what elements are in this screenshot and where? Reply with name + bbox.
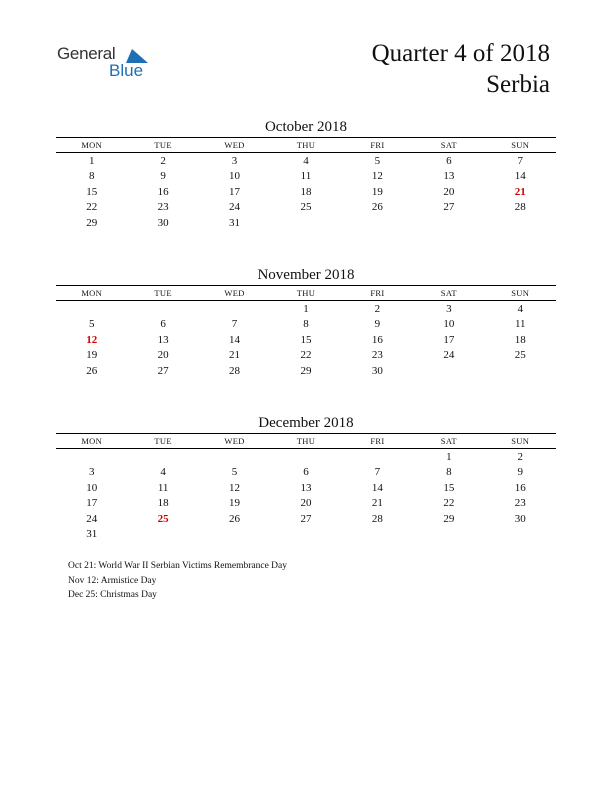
day-cell: 29 [86, 216, 98, 229]
weekday-label: TUE [154, 288, 172, 298]
day-cell: 26 [229, 512, 241, 525]
day-cell: 22 [300, 349, 312, 362]
day-cell: 11 [514, 318, 526, 331]
day-cell: 11 [157, 481, 169, 494]
day-cell: 11 [300, 170, 312, 183]
day-cell: 29 [300, 364, 312, 377]
day-cell: 6 [446, 154, 452, 167]
weekday-label: MON [81, 288, 103, 298]
weekday-label: SUN [511, 140, 530, 150]
day-cell: 20 [300, 497, 312, 510]
day-cell: 15 [443, 481, 455, 494]
day-cell: 3 [231, 154, 238, 167]
day-cell: 2 [374, 302, 381, 315]
day-cell: 25 [514, 349, 526, 362]
holiday-note: Nov 12: Armistice Day [68, 575, 157, 586]
holiday-day-cell: 21 [514, 185, 526, 198]
week-row [56, 511, 556, 527]
day-cell: 31 [86, 528, 98, 541]
day-cell: 30 [157, 216, 169, 229]
week-row [56, 332, 556, 348]
day-cell: 5 [88, 318, 95, 331]
weekday-label: FRI [370, 436, 385, 446]
weekday-header-row [56, 137, 556, 153]
day-cell: 1 [446, 450, 452, 463]
day-cell: 15 [86, 185, 98, 198]
logo-general-text: General [57, 44, 116, 63]
day-cell: 17 [229, 185, 241, 198]
week-row [56, 169, 556, 185]
week-row [56, 200, 556, 216]
day-cell: 5 [231, 466, 238, 479]
weekday-label: TUE [154, 436, 172, 446]
weekday-label: WED [224, 436, 245, 446]
day-cell: 18 [157, 497, 169, 510]
weekday-label: THU [296, 436, 316, 446]
week-row [56, 527, 556, 543]
day-cell: 31 [229, 216, 241, 229]
day-cell: 14 [229, 333, 241, 346]
day-cell: 25 [300, 201, 312, 214]
weekday-header-row [56, 285, 556, 301]
weekday-label: MON [81, 436, 103, 446]
holiday-note: Oct 21: World War II Serbian Victims Remembrance Day [68, 561, 287, 571]
day-cell: 30 [371, 364, 383, 377]
week-row [56, 184, 556, 200]
weekday-label: THU [296, 288, 316, 298]
page-title [372, 38, 550, 100]
week-row [56, 153, 556, 169]
day-cell: 23 [371, 349, 383, 362]
holiday-day-cell: 12 [86, 333, 98, 346]
day-cell: 13 [300, 481, 312, 494]
day-cell: 8 [446, 466, 452, 479]
day-cell: 14 [514, 170, 526, 183]
day-cell: 14 [371, 481, 383, 494]
week-row [56, 449, 556, 465]
day-cell: 26 [371, 201, 383, 214]
day-cell: 23 [514, 497, 526, 510]
weekday-label: SAT [440, 436, 457, 446]
day-cell: 24 [443, 349, 455, 362]
day-cell: 9 [517, 466, 523, 479]
day-cell: 1 [303, 302, 309, 315]
day-cell: 27 [300, 512, 312, 525]
day-cell: 2 [517, 450, 523, 463]
month-november [56, 265, 556, 379]
day-cell: 15 [300, 333, 312, 346]
weekday-label: WED [224, 288, 245, 298]
day-cell: 30 [514, 512, 526, 525]
day-cell: 16 [514, 481, 526, 494]
day-cell: 19 [371, 185, 383, 198]
month-title: December 2018 [258, 415, 354, 431]
weekday-label: FRI [370, 140, 385, 150]
day-cell: 21 [229, 349, 241, 362]
country-title: Serbia [486, 71, 550, 98]
day-cell: 8 [303, 318, 309, 331]
day-cell: 4 [517, 302, 523, 315]
day-cell: 13 [443, 170, 455, 183]
day-cell: 2 [160, 154, 166, 167]
week-row [56, 215, 556, 231]
holiday-day-cell: 25 [157, 512, 169, 525]
weekday-label: SAT [440, 140, 457, 150]
day-cell: 5 [374, 154, 381, 167]
day-cell: 20 [157, 349, 169, 362]
day-cell: 24 [229, 201, 241, 214]
day-cell: 3 [446, 302, 452, 315]
day-cell: 29 [443, 512, 455, 525]
day-cell: 8 [88, 170, 95, 183]
day-cell: 7 [517, 154, 523, 167]
day-cell: 28 [371, 512, 383, 525]
day-cell: 17 [443, 333, 455, 346]
day-cell: 12 [371, 170, 383, 183]
day-cell: 12 [229, 481, 241, 494]
week-row [56, 317, 556, 333]
day-cell: 7 [231, 318, 238, 331]
month-october [56, 117, 556, 231]
day-cell: 10 [229, 170, 241, 183]
day-cell: 28 [514, 201, 526, 214]
week-row [56, 480, 556, 496]
weekday-label: SUN [511, 436, 530, 446]
day-cell: 13 [157, 333, 169, 346]
day-cell: 1 [88, 154, 95, 167]
quarter-title: Quarter 4 of 2018 [371, 40, 550, 67]
day-cell: 19 [86, 349, 98, 362]
day-cell: 6 [160, 318, 166, 331]
holiday-note: Dec 25: Christmas Day [68, 590, 157, 600]
day-cell: 23 [157, 201, 169, 214]
day-cell: 27 [157, 364, 169, 377]
day-cell: 4 [160, 466, 166, 479]
logo-blue-text: Blue [109, 61, 144, 80]
day-cell: 10 [86, 481, 98, 494]
logo [57, 44, 167, 84]
day-cell: 22 [86, 201, 98, 214]
day-cell: 4 [303, 154, 309, 167]
day-cell: 9 [160, 170, 166, 183]
week-row [56, 496, 556, 512]
weekday-label: TUE [154, 140, 172, 150]
day-cell: 19 [229, 497, 241, 510]
day-cell: 27 [443, 201, 455, 214]
day-cell: 7 [374, 466, 381, 479]
weekday-label: SAT [440, 288, 457, 298]
day-cell: 6 [303, 466, 309, 479]
day-cell: 22 [443, 497, 455, 510]
day-cell: 18 [300, 185, 312, 198]
weekday-header-row [56, 433, 556, 449]
weekday-label: FRI [370, 288, 385, 298]
day-cell: 18 [514, 333, 526, 346]
month-title: October 2018 [264, 119, 348, 135]
day-cell: 3 [88, 466, 95, 479]
holiday-notes [68, 559, 287, 603]
weekday-label: THU [296, 140, 316, 150]
day-cell: 21 [371, 497, 383, 510]
weekday-label: MON [81, 140, 103, 150]
week-row [56, 465, 556, 481]
week-row [56, 348, 556, 364]
day-cell: 28 [229, 364, 241, 377]
day-cell: 20 [443, 185, 455, 198]
day-cell: 24 [86, 512, 98, 525]
day-cell: 26 [86, 364, 98, 377]
day-cell: 9 [374, 318, 381, 331]
month-december [56, 413, 556, 542]
day-cell: 17 [86, 497, 98, 510]
week-row [56, 301, 556, 317]
weekday-label: WED [224, 140, 245, 150]
weekday-label: SUN [511, 288, 530, 298]
day-cell: 16 [371, 333, 383, 346]
day-cell: 10 [443, 318, 455, 331]
week-row [56, 363, 556, 379]
day-cell: 16 [157, 185, 169, 198]
month-title: November 2018 [257, 267, 355, 283]
